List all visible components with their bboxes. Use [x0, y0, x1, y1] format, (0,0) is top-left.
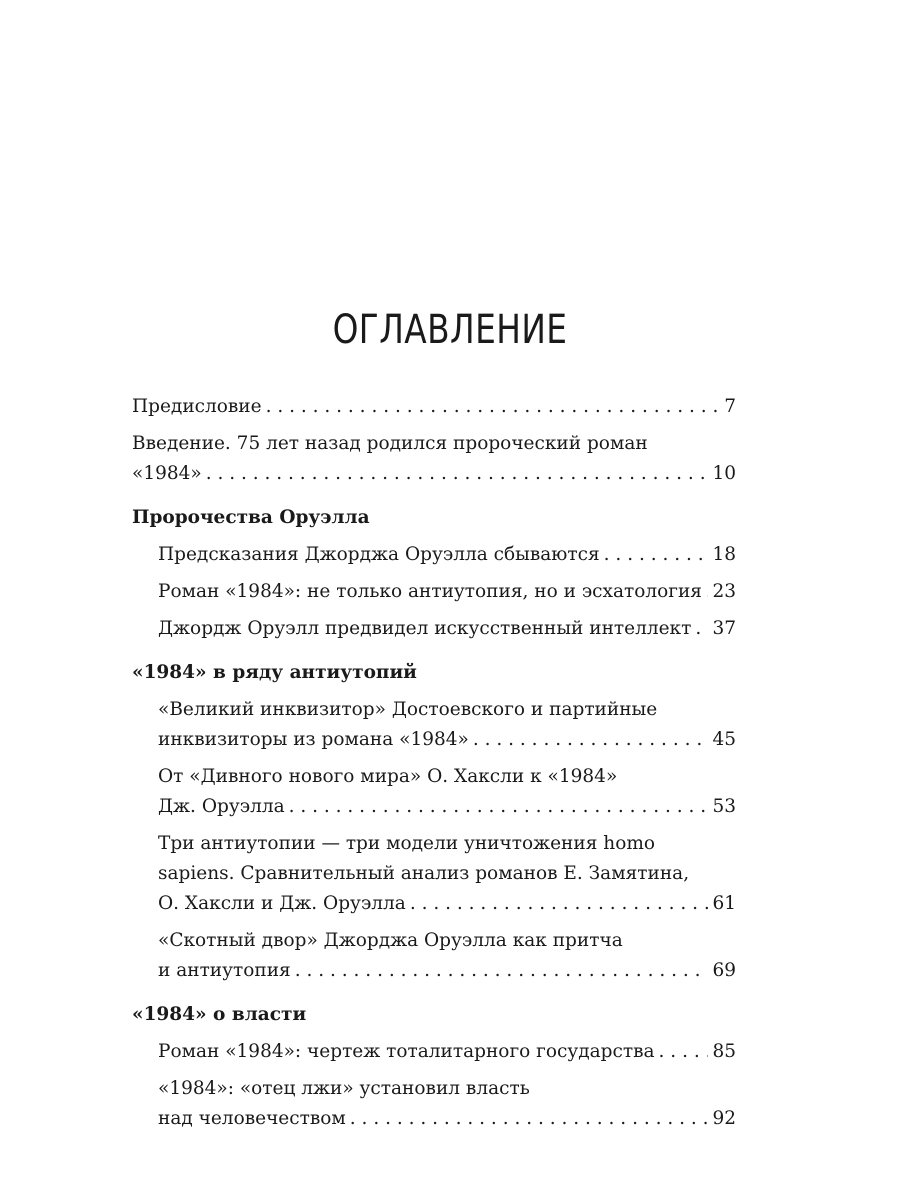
dot-leader	[706, 577, 708, 607]
toc-entry-title-line: «1984»: «отец лжи» установил власть	[158, 1078, 530, 1099]
toc-entry-last-line	[158, 725, 736, 755]
toc-entry-title-line: «1984»	[132, 463, 202, 484]
dot-leader	[289, 792, 709, 822]
section-heading: «1984» в ряду антиутопий	[132, 662, 417, 683]
toc-entry-title-line: Джордж Оруэлл предвидел искусственный интеллект	[158, 618, 692, 639]
toc-entry-title-line: Три антиутопии — три модели уничтожения homo	[158, 833, 656, 854]
page-number: 69	[712, 960, 736, 981]
page-number: 92	[712, 1108, 736, 1129]
toc-entry-last-line	[158, 614, 736, 644]
dot-leader	[659, 1037, 709, 1067]
dot-leader	[473, 725, 709, 755]
page-number: 61	[712, 893, 736, 914]
dot-leader	[604, 540, 709, 570]
dot-leader	[206, 459, 709, 489]
toc-entry	[132, 762, 736, 822]
section-heading: Пророчества Оруэлла	[132, 507, 370, 528]
toc-entry	[132, 577, 736, 607]
page-number: 23	[712, 581, 736, 602]
toc-entry-title-line: Предсказания Джорджа Оруэлла сбываются	[158, 544, 600, 565]
toc-entry	[132, 1037, 736, 1067]
toc-entry	[132, 429, 736, 489]
toc-entry	[132, 926, 736, 986]
toc-entry-last-line	[132, 459, 736, 489]
dot-leader	[350, 1104, 709, 1134]
page-number: 37	[712, 618, 736, 639]
toc-entry-title-line: инквизиторы из романа «1984»	[158, 729, 469, 750]
toc-entry-title-line: Роман «1984»: не только антиутопия, но и эсхатология	[158, 581, 702, 602]
page-number: 45	[712, 729, 736, 750]
toc-entry-last-line	[158, 1104, 736, 1134]
toc-entry	[132, 695, 736, 755]
toc-entry-title-line: Введение. 75 лет назад родился пророческий роман	[132, 433, 648, 454]
toc-entry-last-line	[158, 540, 736, 570]
toc-entry-title-line: sapiens. Сравнительный анализ романов Е. Замятина,	[158, 863, 690, 884]
page-title: ОГЛАВЛЕНИЕ	[332, 307, 568, 353]
section-heading: «1984» о власти	[132, 1004, 307, 1025]
toc-entry-title-line: О. Хаксли и Дж. Оруэлла	[158, 893, 406, 914]
page-number: 85	[712, 1041, 736, 1062]
toc-entry	[132, 392, 736, 422]
toc-entry	[132, 540, 736, 570]
toc-entry-last-line	[132, 392, 736, 422]
page-number: 53	[712, 796, 736, 817]
toc-entry-title-line: Предисловие	[132, 396, 262, 417]
page-number: 7	[724, 396, 736, 417]
table-of-contents	[132, 392, 736, 1134]
toc-entry-last-line	[158, 956, 736, 986]
toc-entry-title-line: и антиутопия	[158, 960, 291, 981]
toc-entry-title-line: «Великий инквизитор» Достоевского и партийные	[158, 699, 658, 720]
toc-entry	[132, 829, 736, 919]
dot-leader	[410, 889, 709, 919]
toc-entry-title-line: От «Дивного нового мира» О. Хаксли к «1984»	[158, 766, 618, 787]
toc-entry-last-line	[158, 792, 736, 822]
toc-entry	[132, 1074, 736, 1134]
toc-entry-title-line: над человечеством	[158, 1108, 346, 1129]
toc-entry-title-line: Роман «1984»: чертеж тоталитарного государства	[158, 1041, 655, 1062]
toc-entry	[132, 614, 736, 644]
toc-entry-title-line: Дж. Оруэлла	[158, 796, 285, 817]
dot-leader	[695, 614, 708, 644]
page-number: 18	[712, 544, 736, 565]
dot-leader	[295, 956, 709, 986]
dot-leader	[266, 392, 721, 422]
toc-entry-last-line	[158, 889, 736, 919]
toc-entry-last-line	[158, 577, 736, 607]
toc-entry-last-line	[158, 1037, 736, 1067]
page-number: 10	[712, 463, 736, 484]
toc-entry-title-line: «Скотный двор» Джорджа Оруэлла как притча	[158, 930, 623, 951]
